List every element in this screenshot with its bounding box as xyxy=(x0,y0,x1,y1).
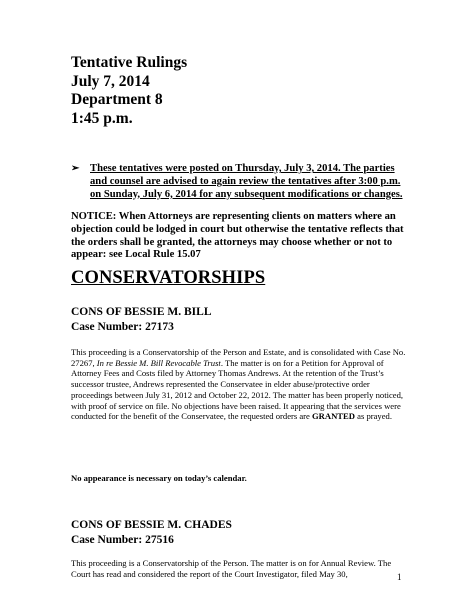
title-line-4: 1:45 p.m. xyxy=(71,109,133,127)
page-number: 1 xyxy=(397,572,402,582)
case-1-para-b: . The matter is on for a Petition for Approval of Attorney Fees and Costs filed by Attorney Thomas Andrews. At the retention of the Trust’s successor trustee, Andrews represented the Conservatee in elder abuse/protective order proceedings between July 31, 2012 and October 22, 2012. The matter has been properly noticed, with proof of service on file. No objections have been raised. It appearing that the services were conducted for the benefit of the Conservatee, the requested orders are xyxy=(71,357,404,422)
case-1-title xyxy=(71,305,212,335)
document-title-block xyxy=(71,54,187,128)
section-heading: CONSERVATORSHIPS xyxy=(71,268,266,288)
case-1-paragraph xyxy=(71,347,407,422)
case-1-granted: GRANTED xyxy=(312,411,355,422)
case-2-title xyxy=(71,518,232,548)
posting-notice-text: These tentatives were posted on Thursday, July 3, 2014. The parties and counsel are advised to again review the tentatives after 3:00 p.m. on Sunday, July 6, 2014 for any subsequent modifications or changes. xyxy=(90,163,403,200)
case-1-trust-name: In re Bessie M. Bill Revocable Trust xyxy=(96,357,221,368)
case-2-number: Case Number: 27516 xyxy=(71,534,174,546)
title-line-1: Tentative Rulings xyxy=(71,54,188,71)
title-line-2: July 7, 2014 xyxy=(71,72,150,90)
case-1-para-c: as prayed. xyxy=(354,411,392,422)
attorney-notice: NOTICE: When Attorneys are representing clients on matters where an objection could be lodged in court but otherwise the tentative reflects that the orders shall be granted, the attorneys may choose whether or not to appear: see Local Rule 15.07 xyxy=(71,211,404,261)
posting-notice-bullet xyxy=(71,163,411,201)
case-1-name: CONS OF BESSIE M. BILL xyxy=(71,306,212,318)
arrow-bullet-icon: ➢ xyxy=(71,163,80,174)
case-1-para-a: This proceeding is a Conservatorship of the Person and Estate, and is consolidated with Case No. 27267, xyxy=(71,347,406,368)
case-2-paragraph: This proceeding is a Conservatorship of the Person. The matter is on for Annual Review. The Court has read and considered the report of the Court Investigator, filed May 30, xyxy=(71,558,392,579)
case-1-number: Case Number: 27173 xyxy=(71,321,174,333)
case-2-name: CONS OF BESSIE M. CHADES xyxy=(71,519,232,531)
title-line-3: Department 8 xyxy=(71,91,163,108)
case-1-appearance-note: No appearance is necessary on today’s calendar. xyxy=(71,473,247,483)
